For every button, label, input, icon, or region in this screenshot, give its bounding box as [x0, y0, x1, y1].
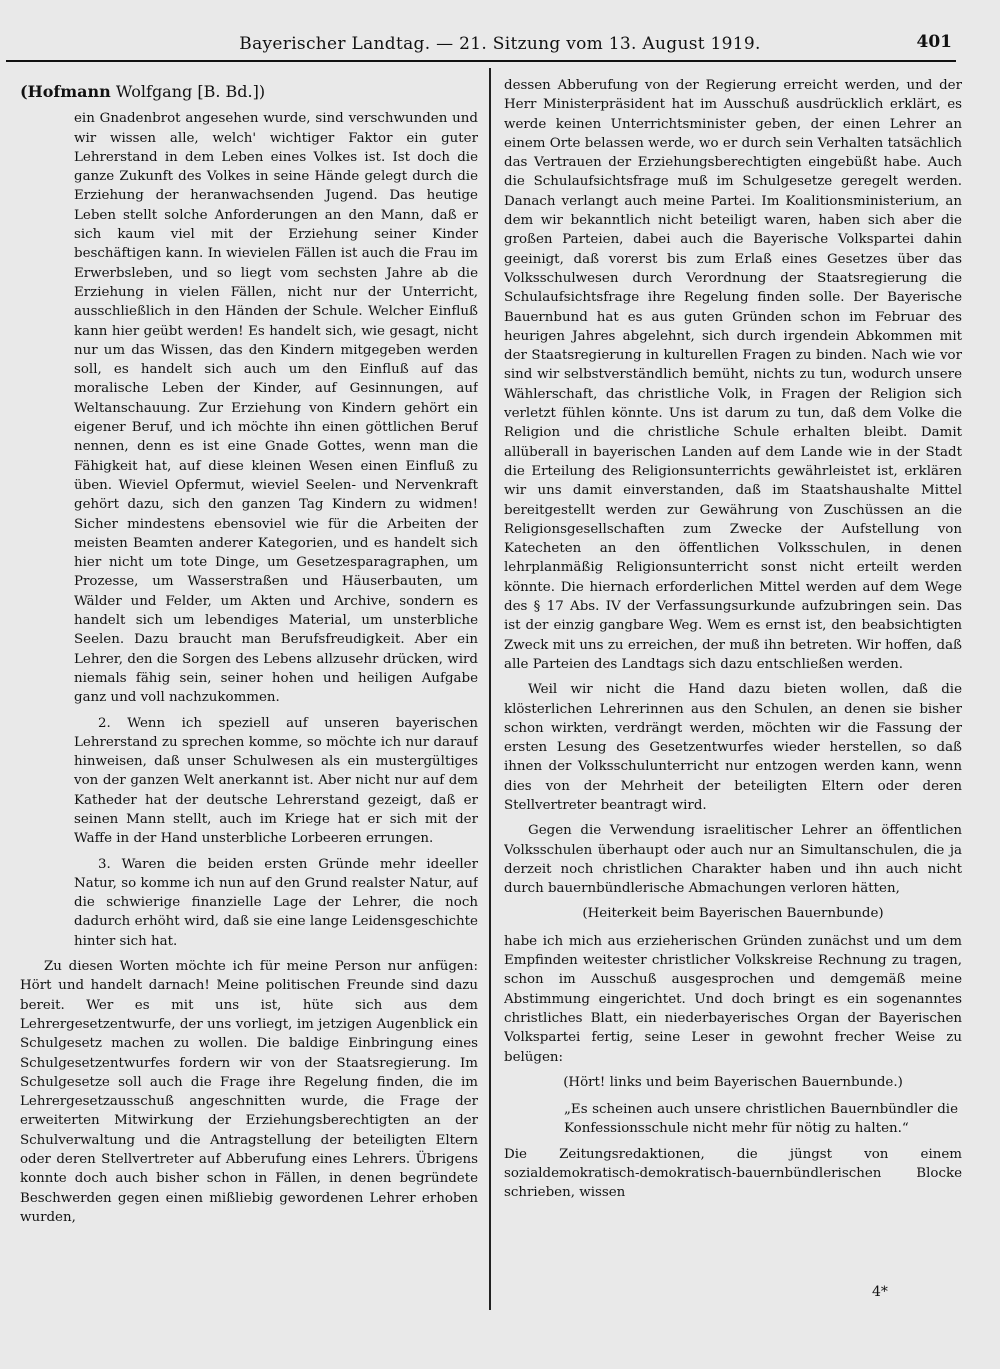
left-column	[20, 76, 478, 1306]
paragraph: dessen Abberufung von der Regierung erreicht werden, und der Herr Ministerpräsident hat im Ausschuß ausdrücklich erklärt, es werde keinen Unterrichtsminister geben, der einen Lehrer an einem Orte belassen werde, wo er durch sein Verhalten tatsächlich das Vertrauen der Erziehungsberechtigten eingebüßt habe. Auch die Schulaufsichtsfrage muß im Schulgesetze geregelt werden. Danach verlangt auch meine Partei. Im Koalitionsministerium, an dem wir bekanntlich nicht beteiligt waren, haben sich aber die großen Parteien, dabei auch die Bayerische Volkspartei dahin geeinigt, daß vorerst bis zum Erlaß eines Gesetzes über das Volksschulwesen durch Verordnung der Staatsregierung die Schulaufsichtsfrage ihre Regelung finden solle. Der Bayerische Bauernbund hat es aus guten Gründen schon im Februar des heurigen Jahres abgelehnt, sich durch irgendein Abkommen mit der Staatsregierung in kulturellen Fragen zu binden. Nach wie vor sind wir selbstverständlich bemüht, nichts zu tun, wodurch unsere Wählerschaft, das christliche Volk, in Fragen der Religion sich verletzt fühlen könnte. Uns ist darum zu tun, daß dem Volke die Religion und die christliche Schule erhalten bleibt. Damit allüberall in bayerischen Landen auf dem Lande wie in der Stadt die Erteilung des Religionsunterrichts gewährleistet ist, erklären wir uns damit einverstanden, daß im Staatshaushalte Mittel bereitgestellt werden zur Gewährung von Zuschüssen an die Religionsgesellschaften zum Zwecke der Aufstellung von Katecheten an den öffentlichen Volksschulen, in denen lehrplanmäßig Religionsunterricht sonst nicht erteilt werden könnte. Die hiernach erforderlichen Mittel werden auf dem Wege des § 17 Abs. IV der Verfassungsurkunde aufzubringen sein. Das ist der einzig gangbare Weg. Wem es ernst ist, den beabsichtigten Zweck mit uns zu erreichen, der muß ihn betreten. Wir hoffen, daß alle Parteien des Landtags sich dazu entschließen werden.	[504, 78, 962, 672]
right-column	[504, 76, 962, 1306]
paragraph: 2. Wenn ich speziell auf unseren bayerischen Lehrerstand zu sprechen komme, so möchte ich nur darauf hinweisen, daß unser Schulwesen als ein mustergültiges von der ganzen Welt anerkannt ist. Aber nicht nur auf dem Katheder hat der deutsche Lehrerstand gezeigt, daß er seinen Mann stellt, auch im Kriege hat er sich mit der Waffe in der Hand unsterbliche Lorbeeren errungen.	[74, 715, 478, 847]
running-title: Bayerischer Landtag. — 21. Sitzung vom 13. August 1919.	[239, 34, 761, 54]
sheet-signature: 4*	[872, 1284, 888, 1300]
page-header	[0, 30, 1000, 60]
paragraph: Zu diesen Worten möchte ich für meine Person nur anfügen: Hört und handelt darnach! Meine politischen Freunde sind dazu bereit. Wer es mit uns ist, hüte sich aus dem Lehrergesetzentwurfe, der uns vorliegt, im jetzigen Augenblick ein Schulgesetz machen zu wollen. Die baldige Einbringung eines Schulgesetzentwurfes fordern wir von der Staatsregierung. Im Schulgesetze soll auch die Frage ihre Regelung finden, die im Lehrergesetzausschuß angeschnitten wurde, die Frage der erweiterten Mitwirkung der Erziehungsberechtigten an der Schulverwaltung und die Antragstellung der beteiligten Eltern oder deren Stellvertreter auf Abberufung eines Lehrers. Übrigens konnte doch auch bisher schon in Fällen, in denen begründete Beschwerden gegen einen mißliebig gewordenen Lehrer erhoben wurden,	[20, 959, 478, 1225]
column-divider	[489, 68, 491, 1310]
speaker-affiliation: Wolfgang [B. Bd.])	[115, 82, 266, 101]
paragraph: Weil wir nicht die Hand dazu bieten wollen, daß die klösterlichen Lehrerinnen aus den Schulen, an denen sie bisher schon wirkten, verdrängt werden, möchten wir die Fassung der ersten Lesung des Gesetzentwurfes wieder herstellen, so daß ihnen der Volksschulunterricht nur entzogen werden kann, wenn dies von der Mehrheit der beteiligten Eltern oder deren Stellvertreter beantragt wird.	[504, 682, 962, 813]
interjection: (Heiterkeit beim Bayerischen Bauernbunde)	[582, 906, 884, 922]
paragraph: ein Gnadenbrot angesehen wurde, sind verschwunden und wir wissen alle, welch' wichtiger Faktor ein guter Lehrerstand in dem Leben eines Volkes ist. Ist doch die ganze Zukunft des Volkes in seine Hände gelegt durch die Erziehung der heranwachsenden Jugend. Das heutige Leben stellt solche Anforderungen an den Mann, daß er sich kaum viel mit der Erziehung seiner Kinder beschäftigen kann. In wievielen Fällen ist auch die Frau im Erwerbsleben, und so liegt vom sechsten Jahre ab die Erziehung in vielen Fällen, nicht nur der Unterricht, ausschließlich in den Händen der Schule. Welcher Einfluß kann hier geübt werden! Es handelt sich, wie gesagt, nicht nur um das Wissen, das den Kindern mitgegeben werden soll, es handelt sich auch um den Einfluß auf das moralische Leben der Kinder, auf Gesinnungen, auf Weltanschauung. Zur Erziehung von Kindern gehört ein eigener Beruf, und ich möchte ihn einen göttlichen Beruf nennen, denn es ist eine Gnade Gottes, wenn man die Fähigkeit hat, auf diese kleinen Wesen einen Einfluß zu üben. Wieviel Opfermut, wieviel Seelen- und Nervenkraft gehört dazu, sich den ganzen Tag Kindern zu widmen! Sicher mindestens ebensoviel wie für die Arbeiten der meisten Beamten anderer Kategorien, und es handelt sich hier nicht um tote Dinge, um Gesetzesparagraphen, um Prozesse, um Wasserstraßen und Häuserbauten, um Wälder und Felder, um Akten und Archive, sondern es handelt sich um lebendiges Material, um unsterbliche Seelen. Dazu braucht man Berufsfreudigkeit. Aber ein Lehrer, den die Sorgen des Lebens allzusehr drücken, wird niemals fähig sein, seiner hohen und heiligen Aufgabe ganz und voll nachzukommen.	[74, 111, 478, 706]
block-quote: „Es scheinen auch unsere christlichen Bauernbündler die Konfessionsschule nicht mehr für nötig zu halten.“	[564, 1102, 958, 1137]
paragraph: Gegen die Verwendung israelitischer Lehrer an öffentlichen Volksschulen überhaupt oder auch nur an Simultanschulen, die ja derzeit noch christlichen Charakter haben und ihn auch nicht durch bauernbündlerische Abmachungen verloren hätten,	[504, 823, 962, 897]
paragraph: 3. Waren die beiden ersten Gründe mehr ideeller Natur, so komme ich nun auf den Grund realster Natur, auf die schwierige finanzielle Lage der Lehrer, die noch dadurch erhöht wird, daß sie eine lange Leidensgeschichte hinter sich hat.	[74, 856, 478, 949]
paragraph: habe ich mich aus erzieherischen Gründen zunächst und um dem Empfinden weitester christlicher Volkskreise Rechnung zu tragen, schon im Ausschuß ausgesprochen und demgemäß meine Abstimmung eingerichtet. Und doch bringt es ein sogenanntes christliches Blatt, ein niederbayerisches Organ der Bayerischen Volkspartei fertig, seine Leser in gewohnt frecher Weise zu belügen:	[504, 933, 962, 1065]
paragraph: Die Zeitungsredaktionen, die jüngst von einem sozialdemokratisch-demokratisch-bauernbündlerischen Blocke schrieben, wissen	[504, 1146, 962, 1201]
speaker-heading	[20, 82, 478, 101]
interjection: (Hört! links und beim Bayerischen Bauernbunde.)	[563, 1074, 903, 1090]
header-rule	[6, 60, 956, 62]
speaker-name: (Hofmann	[20, 82, 111, 101]
page-number: 401	[916, 32, 952, 52]
